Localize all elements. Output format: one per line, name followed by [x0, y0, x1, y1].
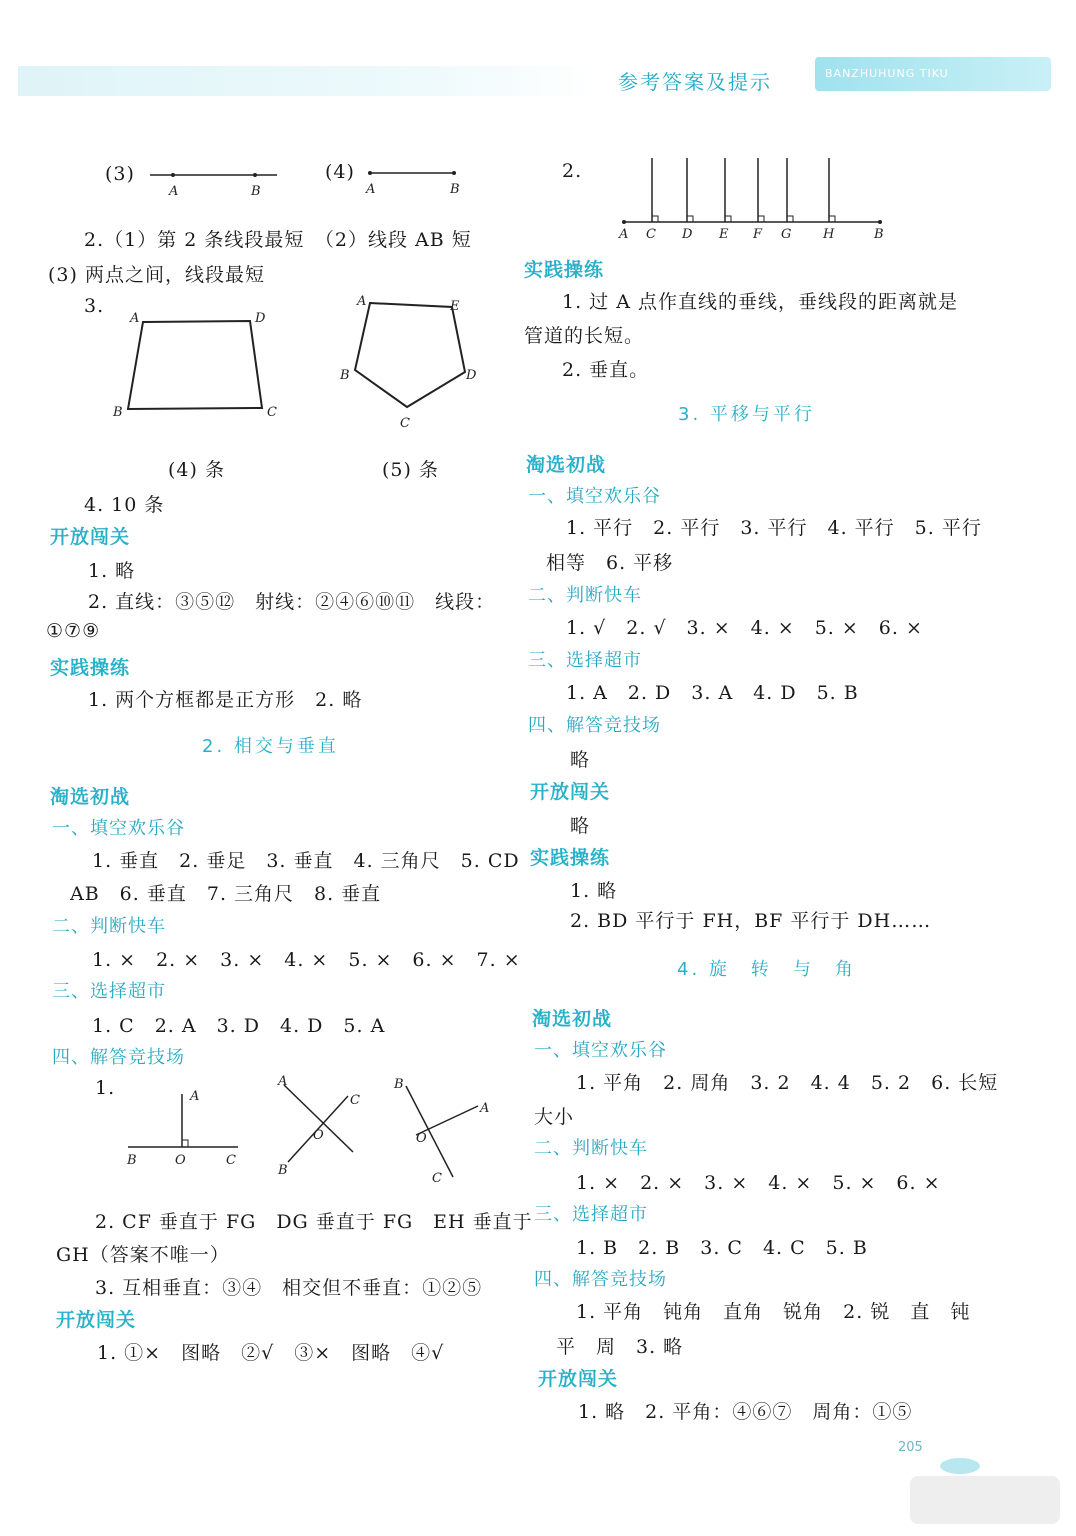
r-heading-shijian-2: 实践操练 [530, 847, 611, 869]
solve-3: 3. 互相垂直：③④ 相交但不垂直：①②⑤ [95, 1277, 483, 1299]
perpendicular-figure-1 [120, 1080, 250, 1170]
r-t-subheading-2: 二、判断快车 [534, 1138, 648, 1159]
svg-text:B: B [874, 227, 884, 242]
svg-text:H: H [823, 227, 835, 242]
kaifang-1: 1. 略 [88, 560, 136, 582]
perpendicular-lines-figure [612, 150, 892, 245]
svg-text:C: C [432, 1171, 442, 1186]
perpendicular-figure-2 [268, 1072, 368, 1182]
svg-text:G: G [781, 227, 792, 242]
solve-1-label: 1. [95, 1077, 116, 1099]
r-t-judge: 1. × 2. × 3. × 4. × 5. × 6. × [576, 1172, 941, 1194]
segment-figure-4 [362, 160, 472, 200]
svg-text:A: A [190, 1089, 200, 1104]
header-tab: BANZHUHUNG TIKU [815, 57, 1051, 91]
svg-text:A: A [366, 182, 376, 197]
page-number: 205 [898, 1440, 923, 1455]
kaifang-2a: 2. 直线：③⑤⑫ 射线：②④⑥⑩⑪ 线段： [88, 591, 496, 613]
r-heading-kaifang: 开放闯关 [530, 781, 611, 803]
r-t-subheading-3: 三、选择超市 [534, 1204, 648, 1225]
subheading-2: 二、判断快车 [52, 916, 166, 937]
quadrilateral-figure [110, 300, 290, 430]
svg-text:E: E [719, 227, 729, 242]
heading-taoxuan: 淘选初战 [50, 786, 131, 808]
heading-kaifang-2: 开放闯关 [56, 1309, 137, 1331]
svg-text:D: D [466, 368, 477, 383]
r-kaifang: 略 [570, 815, 591, 837]
r-choice: 1. A 2. D 3. A 4. D 5. B [566, 682, 859, 704]
right-q2-label: 2. [562, 160, 583, 182]
svg-text:A: A [480, 1101, 490, 1116]
svg-text:O: O [175, 1153, 186, 1168]
r-t-subheading-1: 一、填空欢乐谷 [534, 1040, 667, 1061]
svg-text:D: D [255, 311, 266, 326]
svg-text:A: A [357, 294, 367, 309]
r-kaifang-2: 1. 略 2. 平角：④⑥⑦ 周角：①⑤ [578, 1401, 913, 1423]
r-shijian-1b: 管道的长短。 [524, 325, 645, 347]
r-heading-taoxuan: 淘选初战 [526, 454, 607, 476]
svg-text:D: D [682, 227, 693, 242]
answer-2-line1: 2.（1）第 2 条线段最短 （2）线段 AB 短 [84, 229, 472, 251]
r-fill-b: 相等 6. 平移 [546, 552, 674, 574]
kaifang-2-1: 1. ①× 图略 ②√ ③× 图略 ④√ [97, 1342, 445, 1364]
r-t-choice: 1. B 2. B 3. C 4. C 5. B [576, 1237, 868, 1259]
r-t-subheading-4: 四、解答竞技场 [534, 1269, 667, 1290]
svg-text:C: C [226, 1153, 236, 1168]
svg-text:B: B [251, 184, 261, 199]
section-2-title: 2. 相交与垂直 [202, 736, 339, 757]
svg-text:E: E [450, 299, 460, 314]
svg-text:O: O [416, 1131, 427, 1146]
header-band [18, 66, 598, 96]
segment-figure-3 [145, 163, 285, 203]
r-t-solve-b: 平 周 3. 略 [556, 1336, 684, 1358]
kaifang-2b: ①⑦⑨ [46, 620, 101, 642]
r-fill-a: 1. 平行 2. 平行 3. 平行 4. 平行 5. 平行 [566, 517, 982, 539]
subheading-1: 一、填空欢乐谷 [52, 818, 185, 839]
svg-text:C: C [400, 416, 410, 431]
r-t-fill-a: 1. 平角 2. 周角 3. 2 4. 4 5. 2 6. 长短 [576, 1072, 999, 1094]
section-4-title: 4. 旋 转 与 角 [677, 959, 856, 980]
svg-text:A: A [619, 227, 629, 242]
svg-text:F: F [753, 227, 763, 242]
r-subheading-2: 二、判断快车 [528, 585, 642, 606]
caption-4: (4) 条 [168, 459, 225, 481]
svg-text:C: C [646, 227, 656, 242]
svg-text:A: A [169, 184, 179, 199]
r-t-solve-a: 1. 平角 钝角 直角 锐角 2. 锐 直 钝 [576, 1301, 971, 1323]
svg-text:A: A [130, 311, 140, 326]
r-subheading-4: 四、解答竞技场 [528, 715, 661, 736]
svg-text:A: A [278, 1074, 288, 1089]
r-t-fill-b: 大小 [534, 1106, 575, 1128]
heading-shijian: 实践操练 [50, 657, 131, 679]
r-shijian-2: 2. 垂直。 [562, 359, 650, 381]
caption-5: (5) 条 [382, 459, 439, 481]
solve-2b: GH（答案不唯一） [56, 1244, 230, 1266]
r-shijian2-1: 1. 略 [570, 880, 618, 902]
r-solve: 略 [570, 749, 591, 771]
label-3: (3) [105, 163, 135, 185]
answer-4: 4. 10 条 [84, 494, 165, 516]
judge-answers: 1. × 2. × 3. × 4. × 5. × 6. × 7. × [92, 949, 521, 971]
heading-kaifang: 开放闯关 [50, 526, 131, 548]
svg-text:C: C [350, 1093, 360, 1108]
r-subheading-3: 三、选择超市 [528, 650, 642, 671]
svg-text:O: O [313, 1128, 324, 1143]
r-shijian-1a: 1. 过 A 点作直线的垂线，垂线段的距离就是 [562, 291, 958, 313]
svg-text:B: B [340, 368, 350, 383]
choice-answers: 1. C 2. A 3. D 4. D 5. A [92, 1015, 386, 1037]
r-heading-taoxuan-2: 淘选初战 [532, 1008, 613, 1030]
fill-answers-b: AB 6. 垂直 7. 三角尺 8. 垂直 [70, 883, 382, 905]
answer-3-label: 3. [84, 295, 105, 317]
r-subheading-1: 一、填空欢乐谷 [528, 486, 661, 507]
perpendicular-figure-3 [388, 1072, 498, 1187]
r-heading-kaifang-2: 开放闯关 [538, 1368, 619, 1390]
svg-text:B: B [394, 1077, 404, 1092]
svg-text:B: B [278, 1163, 288, 1178]
page-header-title: 参考答案及提示 [618, 70, 772, 94]
svg-text:B: B [450, 182, 460, 197]
subheading-4: 四、解答竞技场 [52, 1047, 185, 1068]
r-heading-shijian: 实践操练 [524, 259, 605, 281]
label-4: (4) [325, 161, 355, 183]
subheading-3: 三、选择超市 [52, 981, 166, 1002]
shijian-1: 1. 两个方框都是正方形 2. 略 [88, 689, 363, 711]
fill-answers-a: 1. 垂直 2. 垂足 3. 垂直 4. 三角尺 5. CD [92, 850, 520, 872]
pentagon-figure [335, 290, 495, 440]
solve-2a: 2. CF 垂直于 FG DG 垂直于 FG EH 垂直于 [95, 1211, 533, 1233]
answer-2-line2: (3) 两点之间，线段最短 [48, 264, 265, 286]
svg-text:B: B [127, 1153, 137, 1168]
r-shijian2-2: 2. BD 平行于 FH，BF 平行于 DH…… [570, 910, 932, 932]
watermark-logo [905, 1448, 1065, 1528]
r-judge: 1. √ 2. √ 3. × 4. × 5. × 6. × [566, 617, 923, 639]
svg-text:C: C [267, 405, 277, 420]
section-3-title: 3. 平移与平行 [678, 404, 815, 425]
svg-text:B: B [113, 405, 123, 420]
